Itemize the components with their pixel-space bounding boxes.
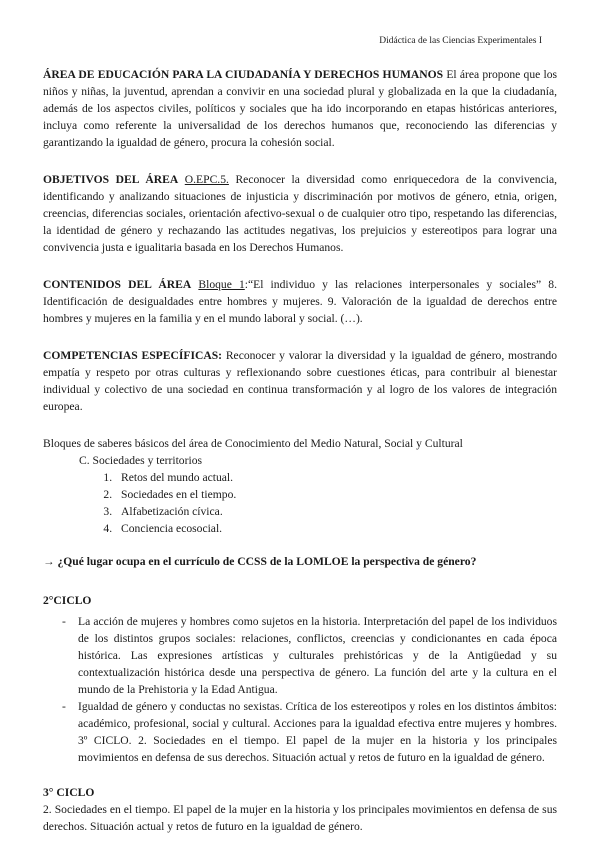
contenidos-text: :“El individuo y las relaciones interpersonales y sociales” 8. Identificación de desigualdades entre hombres y mujeres. 9. Valoración de la igualdad de derechos entre hombres y mujeres en la familia y en el mundo laboral y social. (…). [43,278,557,325]
list-item-text: Igualdad de género y conductas no sexistas. Crítica de los estereotipos y roles en los distintos ámbitos: académico, profesional, social y cultural. Acciones para la igualdad efectiva entre mujeres y hombres. 3º CICLO. 2. Sociedades en el tiempo. El papel de la mujer en la historia y los principales movimientos en defensa de sus derechos. Situación actual y retos de futuro en la igualdad de género. [78,700,557,764]
area-text: El área propone que los niños y niñas, la juventud, aprendan a convivir en una sociedad plural y globalizada en la que la ciudadanía, además de los aspectos civiles, políticos y sociales que ha ido incorporando en etapas históricas anteriores, incluya como referente la universalidad de los derechos humanos que, reconociendo las diferencias y garantizando la igualdad de género, procura la cohesión social. [43,68,558,149]
objetivos-paragraph [43,171,557,256]
list-item: 4. Conciencia ecosocial. [115,520,557,537]
area-paragraph [43,66,557,151]
competencias-paragraph [43,347,557,415]
document-body [43,66,557,835]
list-item: 1. Retos del mundo actual. [115,469,557,486]
contenidos-paragraph [43,276,557,327]
ciclo3-text: 2. Sociedades en el tiempo. El papel de la mujer en la historia y los principales movimientos en defensa de sus derechos. Situación actual y retos de futuro en la igualdad de género. [43,803,557,833]
saberes-list [43,469,557,537]
list-item [43,698,557,766]
objetivos-code: O.EPC.5. [184,173,229,186]
dash-bullet: - [62,615,66,628]
list-item-text: La acción de mujeres y hombres como sujetos en la historia. Interpretación del papel de los individuos de los distintos grupos sociales: relaciones, conflictos, creencias y condicionantes en cada época histórica. Las expresiones artísticas y culturales prehistóricas y de la Antigüedad y su contextualización histórica desde una perspectiva de género. La función del arte y la cultura en el mundo de la Prehistoria y la Edad Antigua. [78,615,557,696]
ciclo2-list [43,613,557,766]
dash-bullet: - [62,700,66,713]
objetivos-heading: OBJETIVOS DEL ÁREA [43,173,179,186]
list-item [43,613,557,698]
competencias-heading: COMPETENCIAS ESPECÍFICAS: [43,349,223,362]
objetivos-text: Reconocer la diversidad como enriquecedora de la convivencia, identificando y analizando situaciones de injusticia y discriminación por motivos de género, etnia, origen, creencias, diferencias sociales, orientación afectivo-sexual o de cualquier otro tipo, respetando las diferencias, la identidad de género y rechazando las actitudes negativas, los prejuicios y estereotipos para lograr una convivencia justa e igualitaria basada en los Derechos Humanos. [43,173,557,254]
bloques-title: Bloques de saberes básicos del área de Conocimiento del Medio Natural, Social y Cultural [43,437,463,450]
question-heading: → ¿Qué lugar ocupa en el currículo de CCSS de la LOMLOE la perspectiva de género? [43,555,477,568]
contenidos-bloque: Bloque 1 [198,278,245,291]
ciclo3-heading: 3° CICLO [43,786,95,799]
competencias-text: Reconocer y valorar la diversidad y la igualdad de género, mostrando empatía y respeto por otras culturas y reflexionando sobre cuestiones éticas, para contribuir al bienestar individual y colectivo de una sociedad en continua transformación y al logro de los valores de integración europea. [43,349,557,413]
bloques-subtitle: C. Sociedades y territorios [79,454,202,467]
ciclo2-heading: 2°CICLO [43,594,92,607]
list-item: 3. Alfabetización cívica. [115,503,557,520]
list-item: 2. Sociedades en el tiempo. [115,486,557,503]
contenidos-heading: CONTENIDOS DEL ÁREA [43,278,192,291]
area-heading: ÁREA DE EDUCACIÓN PARA LA CIUDADANÍA Y DERECHOS HUMANOS [43,68,444,81]
page-header: Didáctica de las Ciencias Experimentales I [379,36,542,46]
